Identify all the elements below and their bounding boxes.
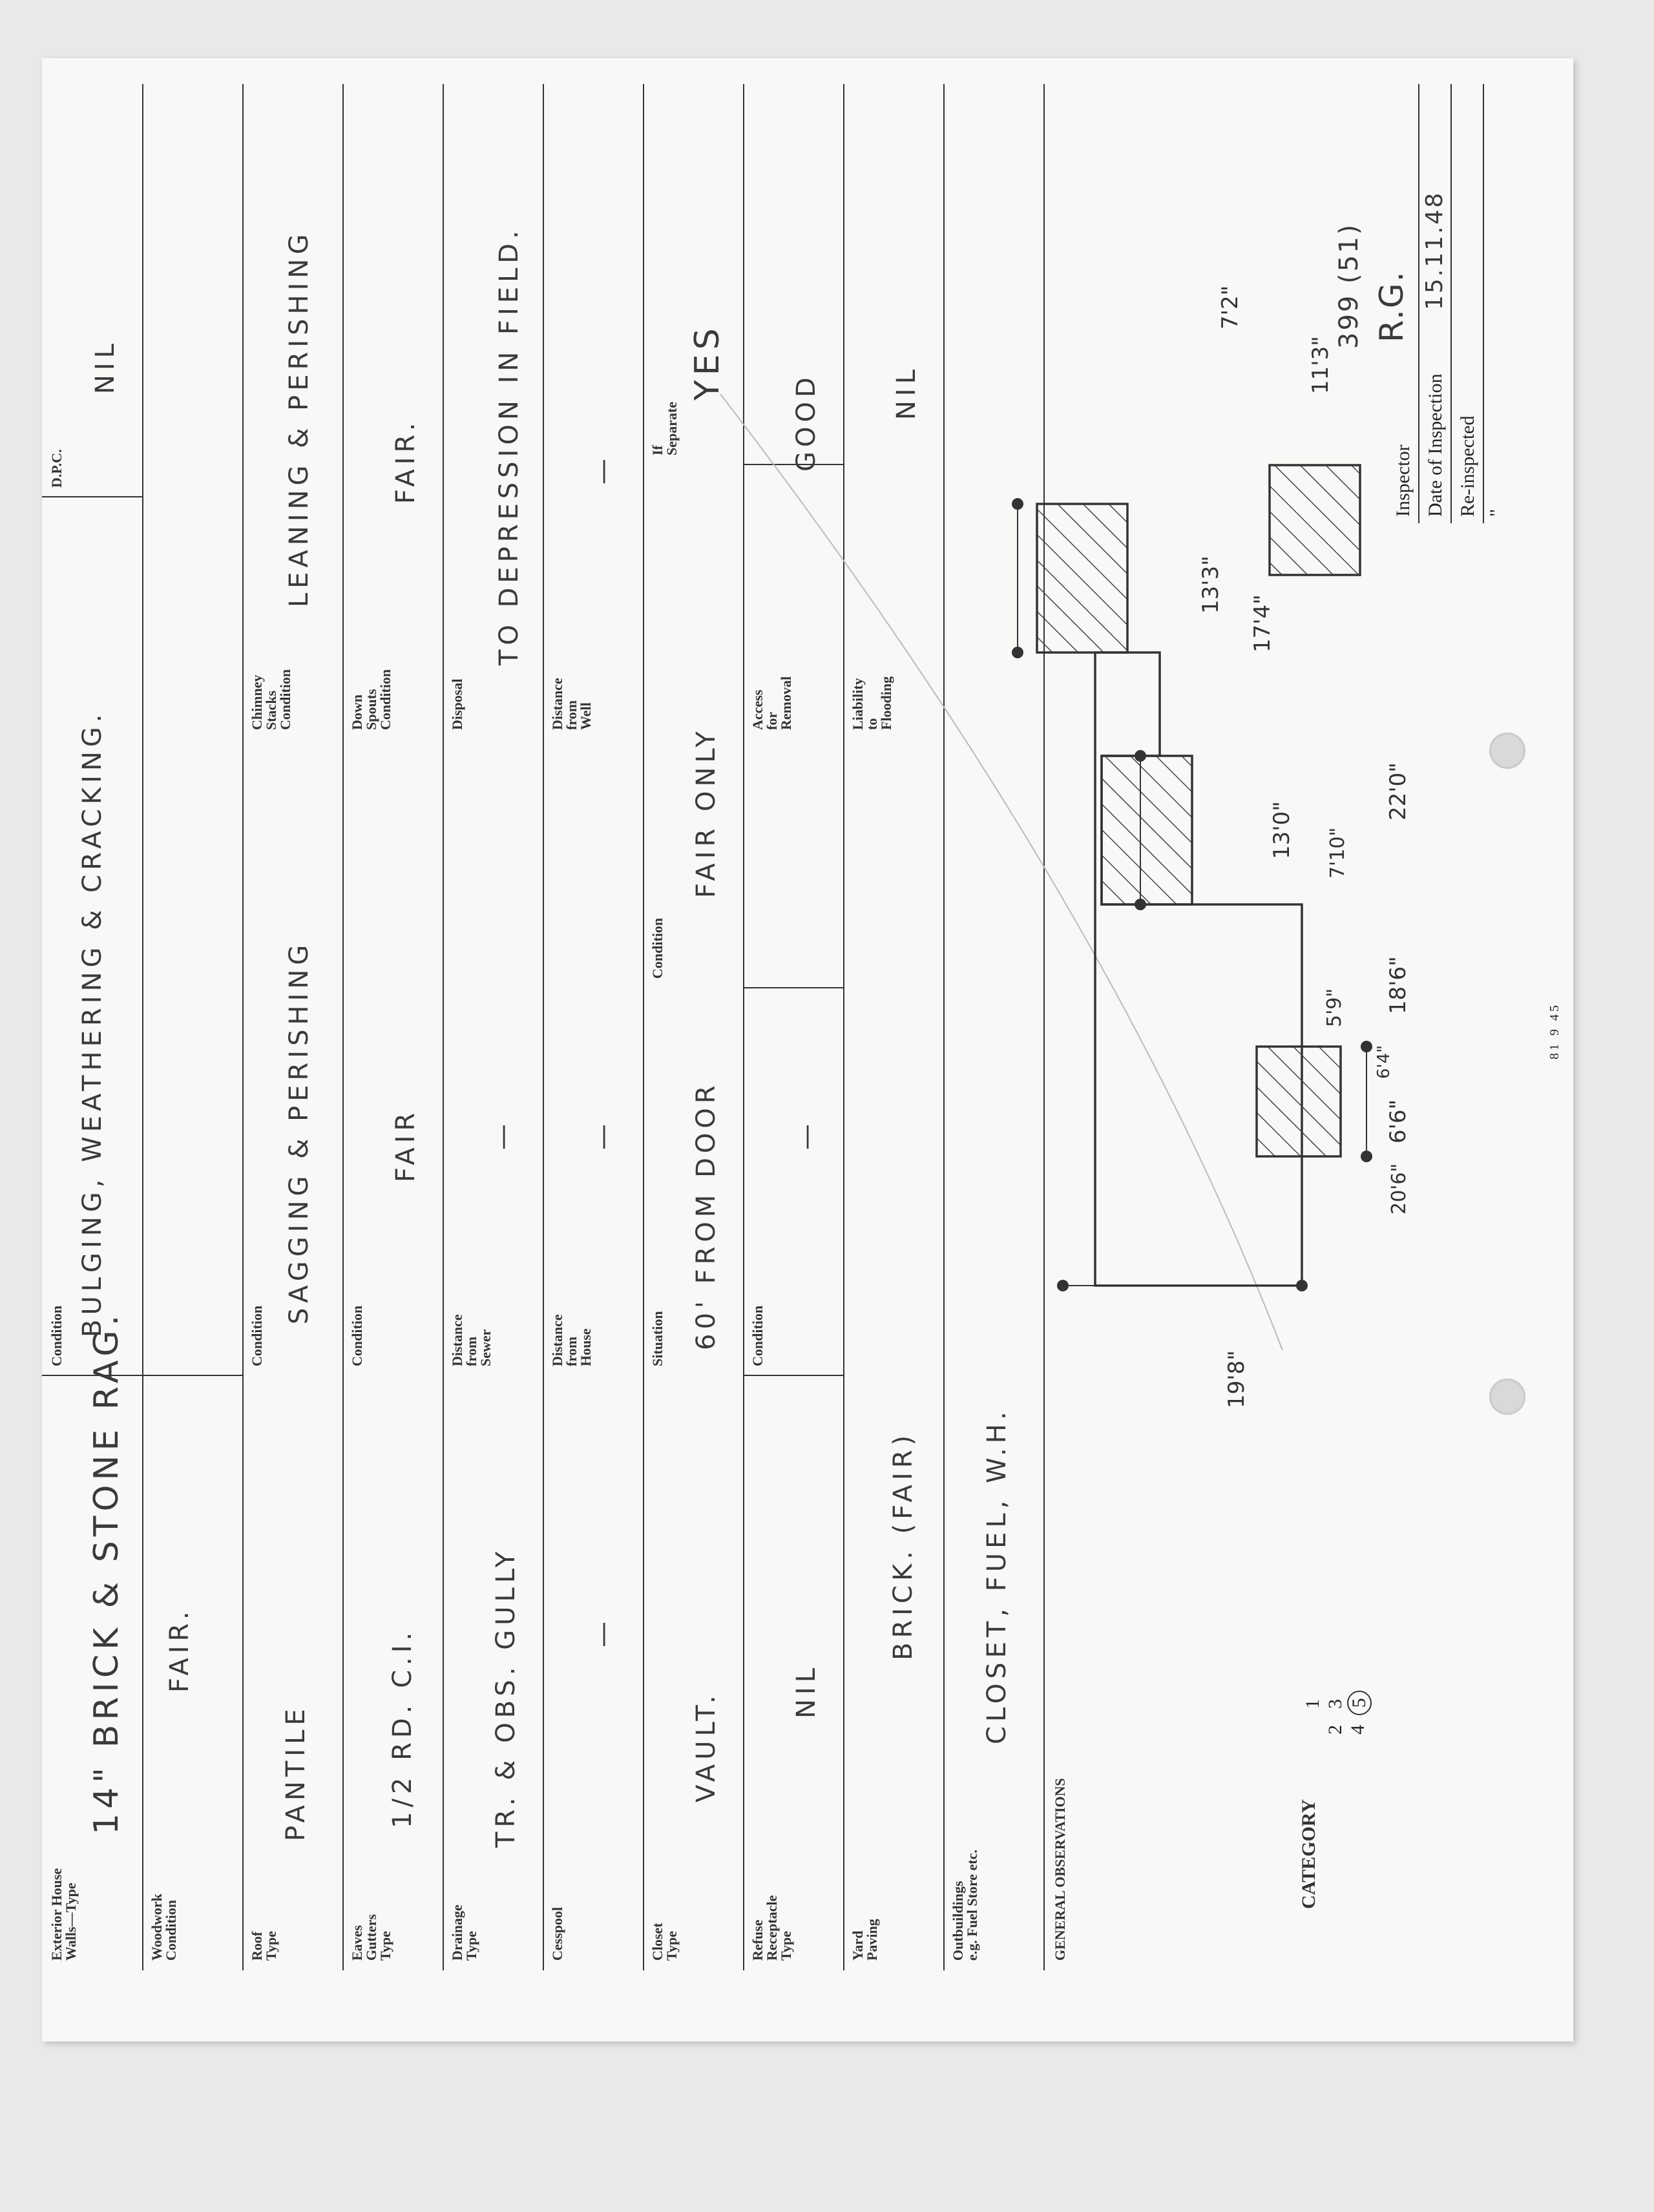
value-woodwork: FAIR. [165, 1607, 194, 1693]
value-distance-house: — [588, 1120, 618, 1150]
general-observations-label: GENERAL OBSERVATIONS [1052, 1778, 1068, 1961]
form-landscape-frame [42, 58, 1562, 1996]
dim-13-3: 13'3" [1198, 556, 1224, 614]
label-if-separate: If Separate [649, 401, 680, 455]
dimension-dot [1057, 1280, 1069, 1291]
value-closet-situation: 60' FROM DOOR [691, 1081, 721, 1350]
category-3: 3 [1324, 1699, 1346, 1709]
label-down-spouts: Down Spouts Condition [349, 669, 393, 730]
dim-6-6: 6'6" [1385, 1099, 1411, 1143]
label-disposal: Disposal [449, 678, 465, 730]
value-yard-paving: BRICK. (FAIR) [888, 1430, 918, 1660]
label-flooding: Liability to Flooding [850, 676, 894, 730]
dim-11-3: 11'3" [1308, 336, 1334, 394]
value-closet-condition: FAIR ONLY [691, 727, 721, 898]
category-4: 4 [1347, 1725, 1368, 1735]
label-distance-well: Distance from Well [549, 678, 594, 730]
print-code: 81 9 45 [1547, 1003, 1562, 1059]
value-refuse: NIL [791, 1663, 821, 1718]
category-1: 1 [1302, 1699, 1323, 1709]
label-drainage: Drainage Type [449, 1904, 479, 1961]
value-down-spouts: FAIR. [391, 418, 421, 504]
value-distance-sewer: — [488, 1120, 518, 1150]
reference-number: 399 (51) [1334, 222, 1364, 349]
dim-7-10: 7'10" [1326, 827, 1349, 879]
dimension-dot [1135, 899, 1146, 910]
main-building-outline [1095, 652, 1302, 1286]
inspector-initials: R.G. [1373, 270, 1410, 342]
faint-arc [720, 394, 1282, 1350]
dim-17-4: 17'4" [1250, 594, 1275, 652]
punch-hole [1489, 1379, 1525, 1415]
label-cesspool: Cesspool [549, 1906, 565, 1961]
hatched-annex-b [1257, 1047, 1341, 1156]
dim-22-0: 22'0" [1385, 762, 1411, 820]
label-walls-condition: Condition [48, 1305, 65, 1366]
label-closet-condition: Condition [649, 917, 665, 979]
label-eaves-condition: Condition [349, 1305, 365, 1366]
hatched-outbuilding [1270, 465, 1360, 575]
category-2: 2 [1324, 1725, 1346, 1735]
label-eaves: Eaves Gutters Type [349, 1914, 393, 1961]
label-outbuildings: Outbuildings e.g. Fuel Store etc. [950, 1850, 980, 1961]
label-yard-paving: Yard Paving [850, 1919, 880, 1961]
dim-13-0: 13'0" [1269, 801, 1295, 859]
value-disposal: TO DEPRESSION IN FIELD. [494, 226, 524, 665]
label-distance-house: Distance from House [549, 1314, 594, 1366]
dimension-dot [1361, 1151, 1372, 1162]
label-roof-type: Roof Type [249, 1930, 279, 1961]
ditto-mark: " [1486, 508, 1507, 517]
inspector-label: Inspector [1392, 444, 1414, 517]
label-dpc: D.P.C. [48, 449, 65, 488]
dim-18-6: 18'6" [1385, 956, 1411, 1014]
date-value: 15.11.48 [1421, 191, 1448, 310]
value-refuse-condition: — [791, 1120, 821, 1150]
date-of-inspection-label: Date of Inspection [1425, 373, 1446, 517]
category-5-circled: 5 [1347, 1691, 1372, 1715]
value-distance-well: — [588, 454, 618, 485]
hatched-annex-a [1102, 756, 1192, 904]
label-exterior-walls: Exterior House Walls—Type [48, 1868, 79, 1961]
dimension-dot [1361, 1041, 1372, 1052]
value-access-removal: GOOD [791, 373, 821, 472]
value-drainage: TR. & OBS. GULLY [491, 1547, 521, 1848]
label-chimney: Chimney Stacks Condition [249, 669, 293, 730]
value-flooding: NIL [892, 364, 921, 420]
dim-6-4: 6'4" [1374, 1045, 1394, 1079]
value-roof-condition: SAGGING & PERISHING [284, 940, 314, 1324]
value-chimney: LEANING & PERISHING [284, 229, 314, 607]
label-roof-condition: Condition [249, 1305, 265, 1366]
value-eaves: 1/2 RD. C.I. [388, 1627, 417, 1828]
value-dpc: NIL [90, 339, 120, 394]
label-refuse-condition: Condition [749, 1305, 766, 1366]
label-woodwork: Woodwork Condition [149, 1894, 179, 1961]
site-plan-sketch [42, 58, 1528, 1996]
label-refuse: Refuse Receptacle Type [749, 1895, 794, 1961]
category-label: CATEGORY [1298, 1799, 1319, 1909]
punch-hole [1489, 733, 1525, 769]
value-cesspool: — [588, 1617, 618, 1647]
hatched-annex-c [1037, 504, 1127, 652]
label-access-removal: Access for Removal [749, 676, 794, 730]
dim-19-8: 19'8" [1224, 1350, 1250, 1408]
label-distance-sewer: Distance from Sewer [449, 1314, 494, 1366]
reinspected-label: Re-inspected [1457, 415, 1478, 517]
value-walls-condition: BULGING, WEATHERING & CRACKING. [78, 709, 107, 1337]
dimension-dot [1012, 498, 1023, 510]
dim-5-9: 5'9" [1323, 988, 1346, 1027]
dim-7-2: 7'2" [1217, 285, 1243, 329]
value-exterior-walls: 14" BRICK & STONE RAG. [87, 1310, 126, 1835]
dim-20-6: 20'6" [1388, 1163, 1410, 1215]
dimension-dot [1296, 1280, 1308, 1291]
value-if-separate: YES [688, 324, 727, 401]
dimension-dot [1135, 750, 1146, 762]
label-closet-situation: Situation [649, 1311, 665, 1366]
label-closet-type: Closet Type [649, 1923, 680, 1961]
dimension-dot [1012, 647, 1023, 658]
value-eaves-condition: FAIR [391, 1108, 421, 1182]
value-outbuildings: CLOSET, FUEL, W.H. [982, 1407, 1012, 1744]
inspection-form-sheet [42, 58, 1573, 2041]
value-closet-type: VAULT. [691, 1691, 721, 1802]
value-roof-type: PANTILE [281, 1704, 311, 1841]
